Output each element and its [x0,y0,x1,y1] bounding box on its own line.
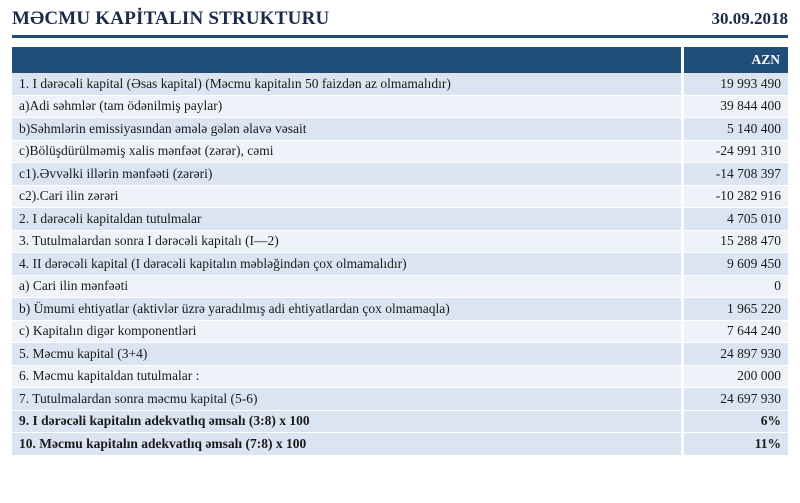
row-value: 39 844 400 [682,95,788,118]
table-row [12,140,788,163]
row-value: 15 288 470 [682,230,788,253]
row-value: 24 897 930 [682,343,788,366]
table-row [12,185,788,208]
row-value: 11% [682,433,788,456]
table-row [12,230,788,253]
row-value: 7 644 240 [682,320,788,343]
row-value: 200 000 [682,365,788,388]
row-label: 9. I dərəcəli kapitalın adekvatlıq əmsalı (3:8) x 100 [12,410,682,433]
table-row [12,275,788,298]
table-header [12,47,788,73]
row-label: 6. Məcmu kapitaldan tutulmalar : [12,365,682,388]
table-body [12,73,788,455]
row-label: c1).Əvvəlki illərin mənfəəti (zərəri) [12,163,682,186]
row-label: 1. I dərəcəli kapital (Əsas kapital) (Məcmu kapitalın 50 faizdən az olmamalıdır) [12,73,682,95]
header-divider [12,35,788,38]
page-title: MƏCMU KAPİTALIN STRUKTURU [12,8,330,29]
row-value: -10 282 916 [682,185,788,208]
row-value: -24 991 310 [682,140,788,163]
table-row [12,365,788,388]
row-label: a) Cari ilin mənfəəti [12,275,682,298]
table-row [12,253,788,276]
row-label: 4. II dərəcəli kapital (I dərəcəli kapitalın məbləğindən çox olmamalıdır) [12,253,682,276]
row-label: c)Bölüşdürülməmiş xalis mənfəət (zərər), cəmi [12,140,682,163]
column-header-value: AZN [682,47,788,73]
table-row [12,343,788,366]
row-label: c) Kapitalın digər komponentləri [12,320,682,343]
row-label: b) Ümumi ehtiyatlar (aktivlər üzrə yaradılmış adi ehtiyatlardan çox olmamaqla) [12,298,682,321]
table-row [12,95,788,118]
table-row [12,208,788,231]
table-row [12,320,788,343]
row-value: 6% [682,410,788,433]
page-header [0,0,800,30]
row-value: 9 609 450 [682,253,788,276]
table-row [12,118,788,141]
table-row [12,163,788,186]
row-label: 3. Tutulmalardan sonra I dərəcəli kapitalı (I—2) [12,230,682,253]
row-value: 24 697 930 [682,388,788,411]
row-value: 4 705 010 [682,208,788,231]
row-label: c2).Cari ilin zərəri [12,185,682,208]
row-label: 2. I dərəcəli kapitaldan tutulmalar [12,208,682,231]
row-label: 5. Məcmu kapital (3+4) [12,343,682,366]
column-header-label [12,47,682,73]
report-date: 30.09.2018 [711,9,788,28]
table-row [12,73,788,95]
table-row [12,410,788,433]
row-label: a)Adi səhmlər (tam ödənilmiş paylar) [12,95,682,118]
row-value: 5 140 400 [682,118,788,141]
row-value: 1 965 220 [682,298,788,321]
row-value: 0 [682,275,788,298]
capital-structure-table [12,47,788,456]
table-header-row [12,47,788,73]
row-value: 19 993 490 [682,73,788,95]
row-label: 7. Tutulmalardan sonra məcmu kapital (5-6) [12,388,682,411]
table-row [12,298,788,321]
table-row [12,388,788,411]
table-row [12,433,788,456]
row-value: -14 708 397 [682,163,788,186]
row-label: 10. Məcmu kapitalın adekvatlıq əmsalı (7:8) x 100 [12,433,682,456]
row-label: b)Səhmlərin emissiyasından əmələ gələn əlavə vəsait [12,118,682,141]
